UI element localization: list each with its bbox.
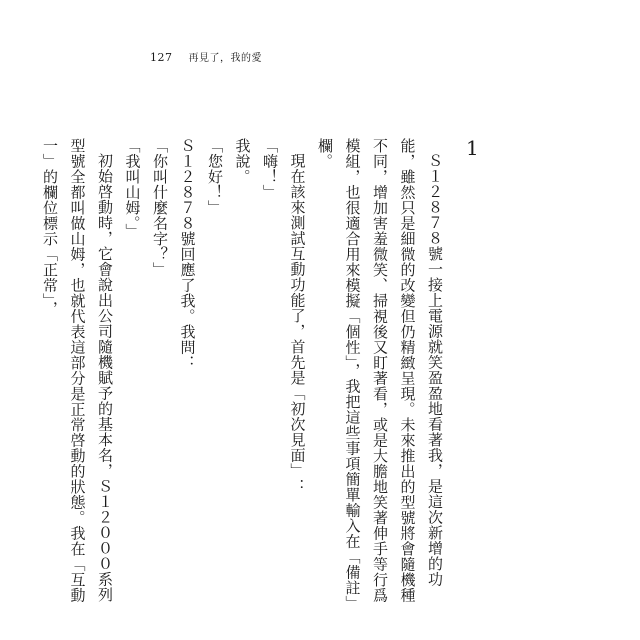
paragraph: Ｓ１２８７８號一接上電源就笑盈盈地看著我，是這次新增的功能，雖然只是細微的改變但仍精緻呈現。未來推出的型號將會隨機種不同，增加害羞微笑、掃視後又盯著看，或是大膽地笑著伸手等行爲模組，也很適合用來模擬「個性」，我把這些事項簡單輸入在「備註」欄。: [316, 138, 444, 604]
body-text: [41, 138, 448, 608]
paragraph: 我說。: [233, 138, 252, 185]
book-title: 再見了，我的愛: [188, 53, 262, 64]
page-number: 127: [150, 51, 173, 64]
paragraph: 現在該來測試互動功能了，首先是「初次見面」：: [288, 153, 307, 494]
chapter-number: 1: [466, 136, 479, 160]
dialogue-line: 「我叫山姆。」: [123, 138, 142, 239]
paragraph: Ｓ１２８７８號回應了我。我問：: [178, 138, 197, 371]
dialogue-line: 「您好！」: [206, 138, 224, 216]
dialogue-line: 「嗨！」: [261, 138, 279, 200]
paragraph: 初始啓動時，它會說出公司隨機賦予的基本名，Ｓ１２０００系列型號全都叫做山姆，也就代表這部分是正常啓動的狀態。我在「互動一」的欄位標示「正常」，: [41, 138, 114, 603]
dialogue-line: 「你叫什麼名字？」: [151, 138, 169, 278]
running-head: [150, 49, 262, 64]
